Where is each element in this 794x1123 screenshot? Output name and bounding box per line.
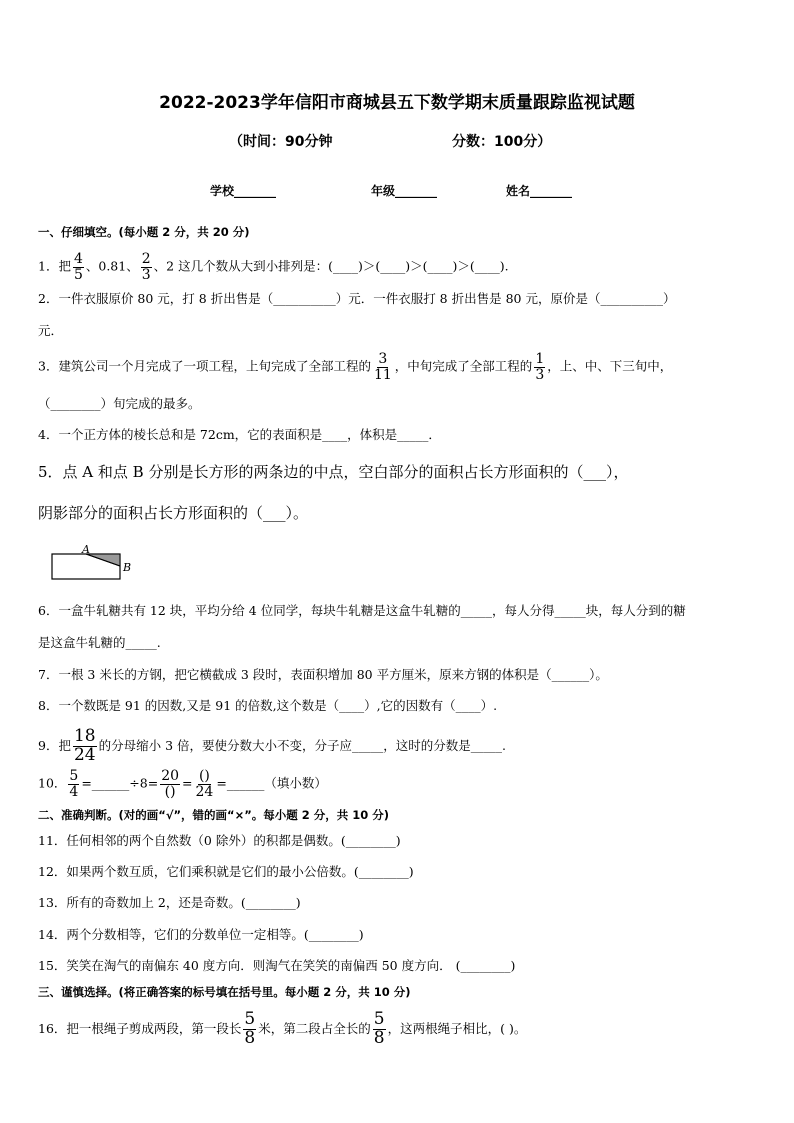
rectangle-diagram	[44, 541, 144, 581]
label-point-a: A	[82, 543, 90, 556]
question-2-line-2: 元．	[38, 323, 64, 338]
grade-field: 年级_______	[371, 184, 438, 198]
question-3: 3．建筑公司一个月完成了一项工程，上旬完成了全部工程的 $\frac{3}{11}$ ，中旬完成了全部工程的 $\frac{1}{3}$ ，上、中、下三旬中，	[38, 351, 673, 383]
name-field: 姓名_______	[506, 184, 573, 198]
fraction: $\frac{20}{()}$	[161, 768, 180, 800]
fraction: $\frac{()}{24}$	[195, 768, 214, 800]
question-10: 10． $\frac{5}{4}$ =______÷8= $\frac{20}{()}$ = $\frac{()}{24}$ =______（填小数）	[38, 768, 327, 800]
section-2-heading: 二、准确判断。(对的画“√”，错的画“×”。每小题 2 分，共 10 分)	[38, 808, 390, 822]
question-9: 9．把 $\frac{18}{24}$ 的分母缩小 3 倍，要使分数大小不变，分子应_____，这时的分数是_____.	[38, 726, 506, 765]
fraction: $\frac{4}{5}$	[73, 251, 83, 283]
page-title: 2022-2023学年信阳市商城县五下数学期末质量跟踪监视试题	[159, 93, 635, 113]
question-5-line-1: 5．点 A 和点 B 分别是长方形的两条边的中点，空白部分的面积占长方形面积的（___），	[38, 463, 629, 481]
question-11: 11．任何相邻的两个自然数（0 除外）的积都是偶数。(________)	[38, 833, 401, 848]
question-14: 14．两个分数相等，它们的分数单位一定相等。(________)	[38, 927, 364, 942]
question-7: 7．一根 3 米长的方钢，把它横截成 3 段时，表面积增加 80 平方厘米，原来方钢的体积是（______）。	[38, 667, 608, 682]
fraction: $\frac{18}{24}$	[73, 726, 96, 765]
exam-score: 分数：100分）	[452, 134, 552, 150]
fraction: $\frac{5}{8}$	[244, 1009, 256, 1048]
section-1-heading: 一、仔细填空。(每小题 2 分，共 20 分)	[38, 225, 250, 239]
label-point-b: B	[123, 561, 132, 574]
question-12: 12．如果两个数互质，它们乘积就是它们的最小公倍数。(________)	[38, 864, 414, 879]
fraction: $\frac{3}{11}$	[373, 351, 392, 383]
fraction: $\frac{5}{8}$	[373, 1009, 385, 1048]
section-3-heading: 三、谨慎选择。(将正确答案的标号填在括号里。每小题 2 分，共 10 分)	[38, 985, 411, 999]
question-5-line-2: 阴影部分的面积占长方形面积的（___）。	[38, 504, 309, 522]
question-4: 4．一个正方体的棱长总和是 72cm，它的表面积是____，体积是_____．	[38, 427, 441, 442]
question-16: 16．把一根绳子剪成两段，第一段长 $\frac{5}{8}$ 米，第二段占全长的 $\frac{5}{8}$ ，这两根绳子相比，( )。	[38, 1009, 527, 1048]
question-3-line-2: （________）旬完成的最多。	[38, 396, 201, 411]
question-6-line-2: 是这盒牛轧糖的_____.	[38, 635, 161, 650]
question-1: 1．把 $\frac{4}{5}$ 、0.81、 $\frac{2}{3}$ 、2 这几个数从大到小排列是：(____)＞(____)＞(____)＞(____).	[38, 251, 509, 283]
fraction: $\frac{1}{3}$	[535, 351, 545, 383]
fraction: $\frac{2}{3}$	[141, 251, 151, 283]
school-field: 学校_______	[210, 184, 277, 198]
question-15: 15．笑笑在淘气的南偏东 40 度方向．则淘气在笑笑的南偏西 50 度方向． (________)	[38, 958, 516, 973]
question-8: 8．一个数既是 91 的因数,又是 91 的倍数,这个数是（____）,它的因数有（____）.	[38, 698, 498, 713]
question-13: 13．所有的奇数加上 2，还是奇数。(________)	[38, 895, 301, 910]
fraction: $\frac{5}{4}$	[69, 768, 79, 800]
question-6-line-1: 6．一盒牛轧糖共有 12 块，平均分给 4 位同学，每块牛轧糖是这盒牛轧糖的_____，每人分得_____块，每人分到的糖	[38, 603, 686, 618]
question-2-line-1: 2．一件衣服原价 80 元，打 8 折出售是（__________）元．一件衣服打 8 折出售是 80 元，原价是（__________）	[38, 291, 676, 306]
exam-time: （时间：90分钟	[229, 134, 333, 150]
